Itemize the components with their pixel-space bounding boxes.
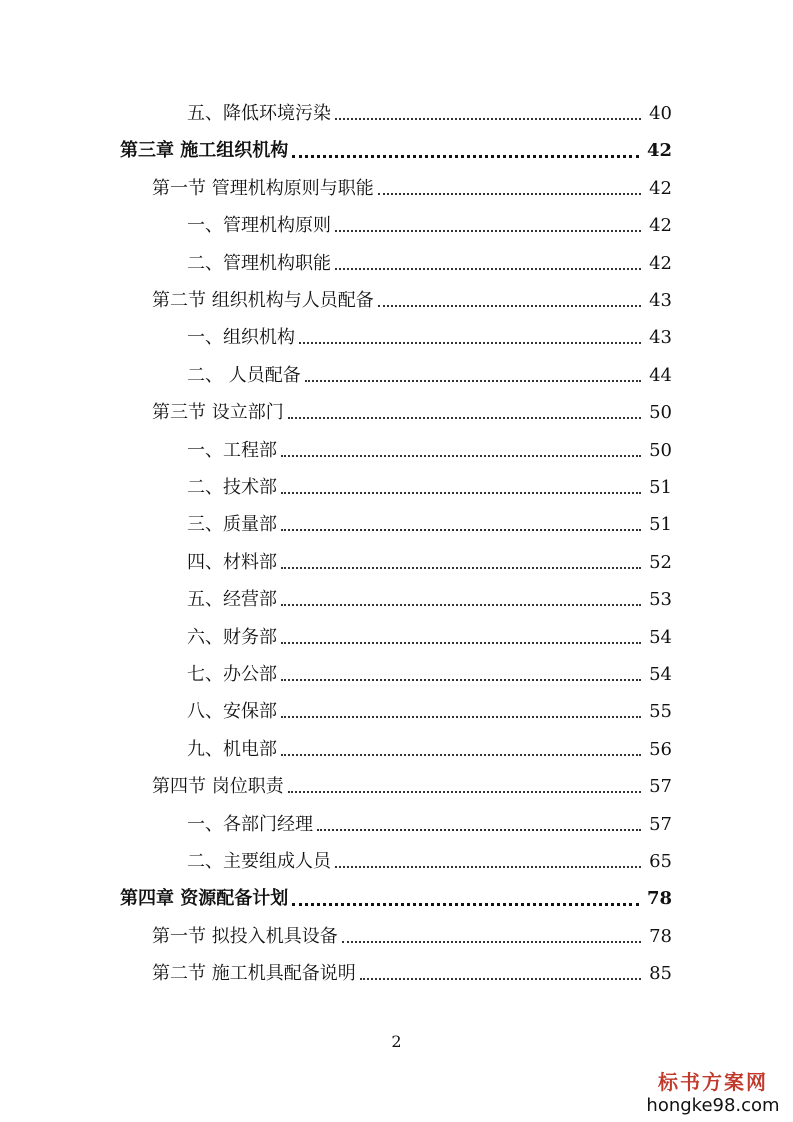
- toc-entry-title: 九、机电部: [187, 738, 277, 760]
- toc-entry-title: 第三章 施工组织机构: [120, 140, 289, 162]
- toc-leader-dots: [342, 941, 641, 943]
- toc-entry-title: 六、财务部: [187, 626, 277, 648]
- toc-leader-dots: [305, 380, 641, 382]
- toc-leader-dots: [335, 268, 641, 270]
- toc-page-number: 54: [649, 626, 672, 648]
- toc-page-number: 78: [646, 888, 672, 910]
- toc-item-row[interactable]: [187, 474, 672, 502]
- toc-leader-dots: [281, 529, 641, 531]
- toc-entry-title: 二、管理机构职能: [187, 252, 331, 274]
- toc-section-row[interactable]: [152, 960, 672, 988]
- toc-leader-dots: [281, 754, 641, 756]
- toc-section-row[interactable]: [152, 175, 672, 203]
- toc-page-number: 42: [649, 215, 672, 237]
- toc-entry-title: 二、主要组成人员: [187, 851, 331, 872]
- toc-item-row[interactable]: [187, 212, 672, 240]
- toc-page-number: 51: [649, 514, 672, 536]
- toc-leader-dots: [360, 978, 641, 980]
- toc-entry-title: 第二节 组织机构与人员配备: [152, 290, 374, 311]
- toc-entry-title: 第三节 设立部门: [152, 402, 284, 424]
- watermark-name: 标书方案网: [658, 1070, 768, 1094]
- toc-item-row[interactable]: [187, 100, 672, 128]
- site-watermark: [643, 1070, 783, 1118]
- toc-leader-dots: [288, 791, 641, 793]
- toc-item-row[interactable]: [187, 437, 672, 465]
- toc-entry-title: 五、降低环境污染: [187, 103, 331, 124]
- toc-page-number: 55: [649, 701, 672, 723]
- toc-item-row[interactable]: [187, 586, 672, 614]
- toc-page-number: 54: [649, 664, 672, 685]
- toc-page-number: 42: [649, 252, 672, 274]
- toc-item-row[interactable]: [187, 511, 672, 539]
- toc-page-number: 44: [649, 364, 672, 386]
- toc-item-row[interactable]: [187, 661, 672, 689]
- toc-item-row[interactable]: [187, 250, 672, 278]
- toc-leader-dots: [335, 118, 641, 120]
- toc-item-row[interactable]: [187, 624, 672, 652]
- toc-page-number: 78: [649, 925, 672, 947]
- toc-entry-title: 第二节 施工机具配备说明: [152, 963, 356, 985]
- toc-item-row[interactable]: [187, 324, 672, 352]
- toc-page-number: 50: [649, 402, 672, 424]
- toc-page-number: 42: [649, 177, 672, 199]
- toc-entry-title: 八、安保部: [187, 701, 277, 723]
- toc-chapter-row[interactable]: [120, 885, 672, 913]
- toc-leader-dots: [281, 604, 641, 606]
- toc-entry-title: 第四章 资源配备计划: [120, 888, 289, 910]
- toc-item-row[interactable]: [187, 811, 672, 839]
- toc-leader-dots: [335, 866, 641, 868]
- toc-leader-dots: [378, 305, 641, 307]
- toc-section-row[interactable]: [152, 399, 672, 427]
- toc-entry-title: 七、办公部: [187, 664, 277, 685]
- toc-section-row[interactable]: [152, 287, 672, 315]
- toc-item-row[interactable]: [187, 698, 672, 726]
- toc-leader-dots: [292, 903, 639, 906]
- toc-leader-dots: [281, 492, 641, 494]
- toc-entry-title: 一、组织机构: [187, 327, 295, 349]
- toc-leader-dots: [281, 642, 641, 644]
- toc-page-number: 43: [649, 327, 672, 349]
- toc-entry-title: 一、工程部: [187, 439, 277, 461]
- toc-leader-dots: [299, 342, 641, 344]
- toc-item-row[interactable]: [187, 549, 672, 577]
- toc-entry-title: 一、管理机构原则: [187, 215, 331, 237]
- toc-leader-dots: [281, 567, 641, 569]
- toc-leader-dots: [281, 679, 641, 681]
- toc-page-number: 56: [649, 738, 672, 760]
- toc-leader-dots: [378, 193, 641, 195]
- toc-entry-title: 三、质量部: [187, 514, 277, 536]
- toc-page-number: 85: [649, 963, 672, 985]
- toc-entry-title: 一、各部门经理: [187, 813, 313, 835]
- toc-entry-title: 五、经营部: [187, 589, 277, 611]
- page-number: 2: [391, 1032, 402, 1051]
- watermark-url: hongke98.com: [646, 1095, 780, 1116]
- toc-entry-title: 第一节 管理机构原则与职能: [152, 177, 374, 199]
- toc-page-number: 40: [649, 103, 672, 124]
- toc-section-row[interactable]: [152, 773, 672, 801]
- toc-item-row[interactable]: [187, 736, 672, 764]
- toc-entry-title: 第一节 拟投入机具设备: [152, 925, 338, 947]
- toc-entry-title: 四、材料部: [187, 551, 277, 573]
- toc-leader-dots: [335, 230, 641, 232]
- toc-leader-dots: [288, 417, 641, 419]
- toc-leader-dots: [317, 829, 641, 831]
- toc-page-number: 65: [649, 851, 672, 872]
- toc-leader-dots: [281, 455, 641, 457]
- toc-page-number: 51: [649, 477, 672, 498]
- toc-page-number: 57: [649, 776, 672, 798]
- toc-item-row[interactable]: [187, 362, 672, 390]
- toc-leader-dots: [281, 716, 641, 718]
- toc-entry-title: 二、技术部: [187, 477, 277, 498]
- toc-entry-title: 二、 人员配备: [187, 364, 301, 386]
- toc-leader-dots: [292, 155, 639, 158]
- toc-page-number: 53: [649, 589, 672, 611]
- toc-page-number: 42: [646, 140, 672, 162]
- toc-page-number: 52: [649, 551, 672, 573]
- toc-chapter-row[interactable]: [120, 137, 672, 165]
- toc-item-row[interactable]: [187, 848, 672, 876]
- toc-page-number: 57: [649, 813, 672, 835]
- toc-section-row[interactable]: [152, 923, 672, 951]
- toc-entry-title: 第四节 岗位职责: [152, 776, 284, 798]
- toc-page-number: 43: [649, 290, 672, 311]
- toc-page-number: 50: [649, 439, 672, 461]
